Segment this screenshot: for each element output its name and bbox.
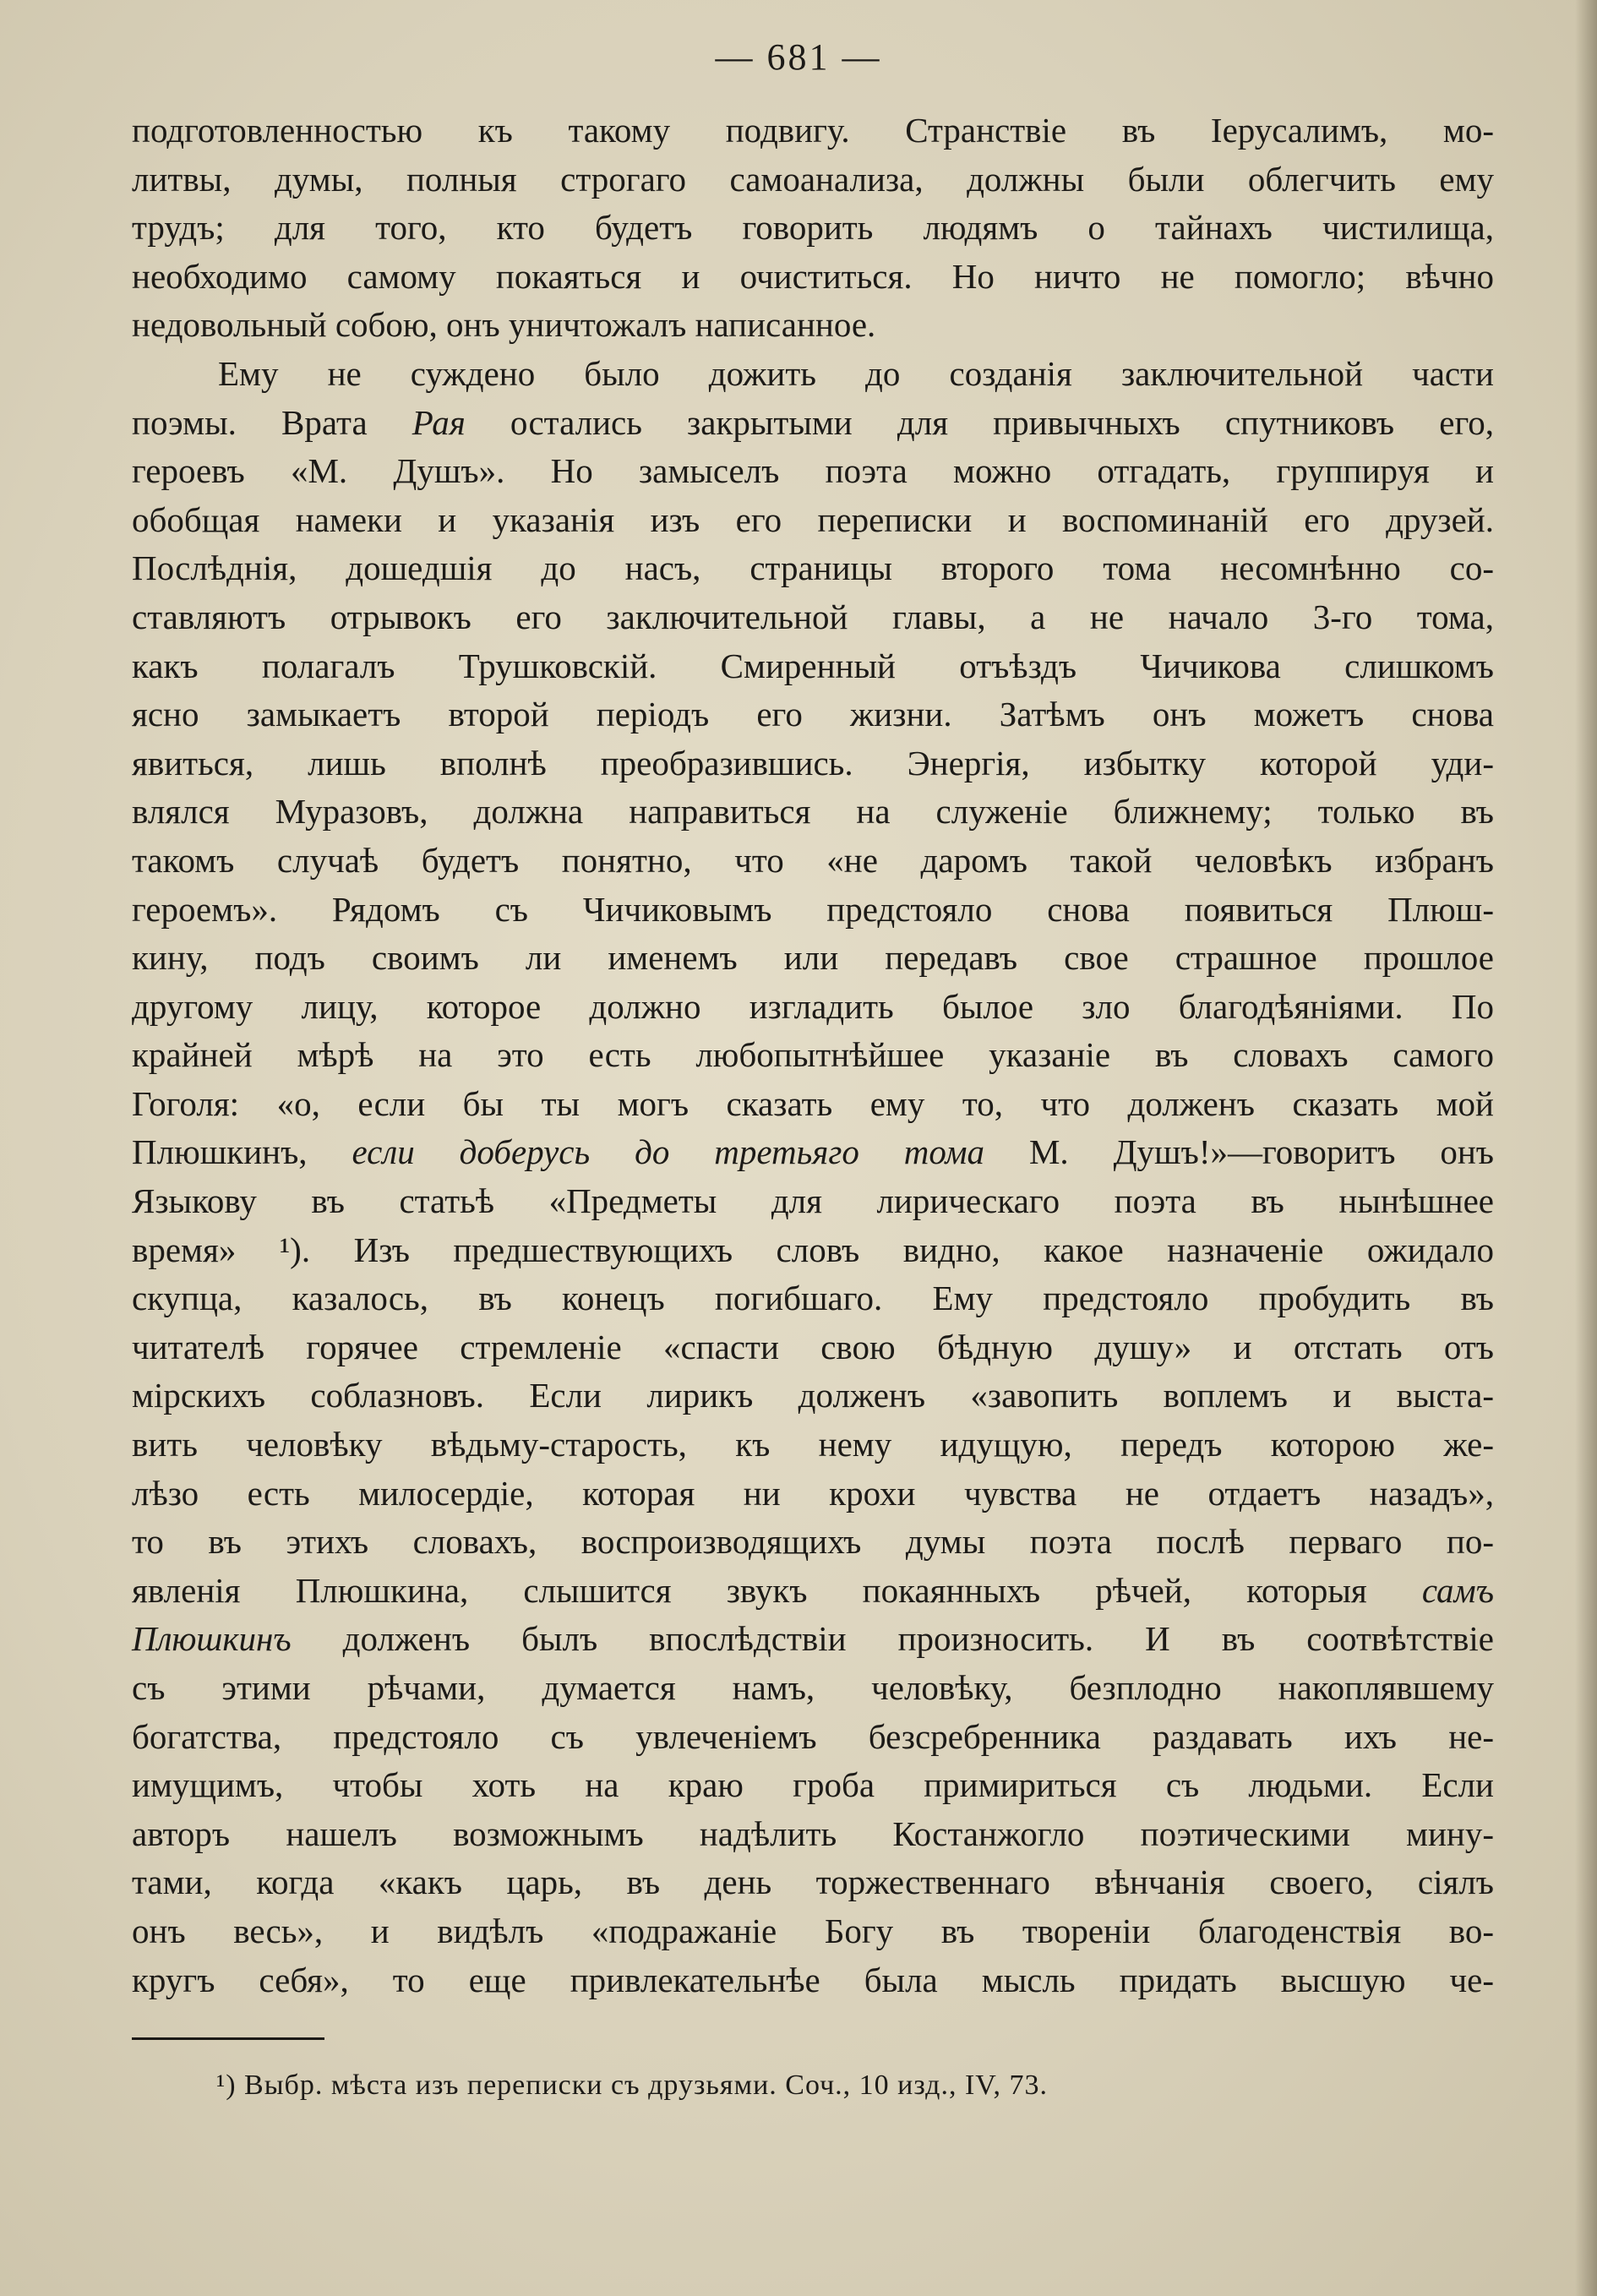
text-line: ставляютъ отрывокъ его заключительной главы, а не начало 3-го тома, [132, 597, 1494, 636]
text-line: явленія Плюшкина, слышится звукъ покаянныхъ рѣчей, которыя самъ [132, 1570, 1494, 1610]
footnote: ¹) Выбр. мѣста изъ переписки съ друзьями. Соч., 10 изд., IV, 73. [216, 2070, 1048, 2101]
text-line: недовольный собою, онъ уничтожалъ написанное. [132, 305, 876, 345]
text-line: героемъ». Рядомъ съ Чичиковымъ предстояло снова появиться Плюш- [132, 889, 1494, 929]
text-line: литвы, думы, полныя строгаго самоанализа, должны были облегчить ему [132, 159, 1494, 199]
text-line: явиться, лишь вполнѣ преобразившись. Энергія, избытку которой уди- [132, 743, 1494, 783]
text-line: богатства, предстояло съ увлеченіемъ безсребренника раздавать ихъ не- [132, 1716, 1494, 1756]
text-line: поэмы. Врата Рая остались закрытыми для привычныхъ спутниковъ его, [132, 402, 1494, 442]
text-line: лѣзо есть милосердіе, которая ни крохи чувства не отдаетъ назадъ», [132, 1473, 1494, 1513]
text-line: кругъ себя», то еще привлекательнѣе была мысль придать высшую че- [132, 1960, 1494, 1999]
text-line: авторъ нашелъ возможнымъ надѣлить Костанжогло поэтическими мину- [132, 1813, 1494, 1853]
text-line: другому лицу, которое должно изгладить былое зло благодѣяніями. По [132, 986, 1494, 1026]
text-line: кину, подъ своимъ ли именемъ или передавъ свое страшное прошлое [132, 938, 1494, 978]
text-line: скупца, казалось, въ конецъ погибшаго. Ему предстояло пробудить въ [132, 1279, 1494, 1318]
footnote-divider [132, 2037, 324, 2040]
text-line: то въ этихъ словахъ, воспроизводящихъ думы поэта послѣ перваго по- [132, 1522, 1494, 1562]
text-line: Ему не суждено было дожить до созданія заключительной части [218, 353, 1494, 393]
text-line: тами, когда «какъ царь, въ день торжественнаго вѣнчанія своего, сіялъ [132, 1862, 1494, 1902]
text-line: Послѣднія, дошедшія до насъ, страницы второго тома несомнѣнно со- [132, 548, 1494, 588]
text-line: такомъ случаѣ будетъ понятно, что «не даромъ такой человѣкъ избранъ [132, 840, 1494, 880]
text-line: Языкову въ статьѣ «Предметы для лирическаго поэта въ нынѣшнее [132, 1181, 1494, 1221]
text-line: героевъ «М. Душъ». Но замыселъ поэта можно отгадать, группируя и [132, 451, 1494, 491]
text-line: влялся Муразовъ, должна направиться на служеніе ближнему; только въ [132, 792, 1494, 832]
text-line: время» ¹). Изъ предшествующихъ словъ видно, какое назначеніе ожидало [132, 1230, 1494, 1269]
text-line: имущимъ, чтобы хоть на краю гроба примириться съ людьми. Если [132, 1765, 1494, 1805]
text-line: крайней мѣрѣ на это есть любопытнѣйшее указаніе въ словахъ самого [132, 1035, 1494, 1075]
text-line: трудъ; для того, кто будетъ говорить людямъ о тайнахъ чистилища, [132, 208, 1494, 248]
text-line: Гоголя: «о, если бы ты могъ сказать ему то, что долженъ сказать мой [132, 1083, 1494, 1123]
text-line: какъ полагалъ Трушковскій. Смиренный отъѣздъ Чичикова слишкомъ [132, 646, 1494, 685]
text-line: вить человѣку вѣдьму-старость, къ нему идущую, передъ которою же- [132, 1425, 1494, 1464]
text-line: читателѣ горячее стремленіе «спасти свою бѣдную душу» и отстать отъ [132, 1327, 1494, 1366]
text-line: ясно замыкаетъ второй періодъ его жизни. Затѣмъ онъ можетъ снова [132, 695, 1494, 734]
text-line: съ этими рѣчами, думается намъ, человѣку, безплодно накоплявшему [132, 1668, 1494, 1707]
text-line: необходимо самому покаяться и очиститься. Но ничто не помогло; вѣчно [132, 256, 1494, 296]
text-line: онъ весь», и видѣлъ «подражаніе Богу въ твореніи благоденствія во- [132, 1911, 1494, 1950]
text-line: мірскихъ соблазновъ. Если лирикъ долженъ «завопить воплемъ и выста- [132, 1376, 1494, 1415]
text-line: обобщая намеки и указанія изъ его переписки и воспоминаній его друзей. [132, 499, 1494, 539]
body-text [132, 106, 1494, 2004]
text-line: подготовленностью къ такому подвигу. Странствіе въ Іерусалимъ, мо- [132, 111, 1494, 150]
text-line: Плюшкинъ, если доберусь до третьяго тома М. Душъ!»—говоритъ онъ [132, 1132, 1494, 1172]
text-line: Плюшкинъ долженъ былъ впослѣдствіи произносить. И въ соотвѣтствіе [132, 1619, 1494, 1659]
page-number: — 681 — [715, 36, 882, 78]
